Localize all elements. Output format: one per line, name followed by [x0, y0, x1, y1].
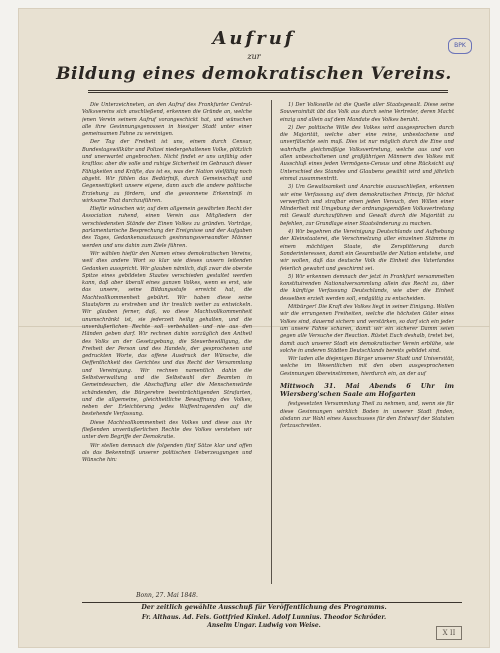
- appeal-paragraph: Mitbürger! Die Kraft des Volkes liegt in seiner Einigung. Wollen wir die errungenen Freiheiten, welche die höchsten Güter eines Volkes sind, dauernd sichern und verstärken, so darf sich ein jeder um unsere Fahne scharen, damit wir ein sicherer Damm seien gegen alle Versuche der Reaction. Rüstet Euch deshalb, tretet bei, damit auch unserer Stadt ein demokratischer Verein erblühe, wie solche in anderen Städten Deutschlands bereits gebildet sind.: [280, 304, 454, 354]
- principle-3: 3) Um Gewaltsamkeit und Anarchie auszuschließen, erkennen wir eine Verfassung auf dem demokratischen Princip, für höchst verwerflich und strafbar einen jeden Versuch, den Willen einer Minderheit mit Umgebung der ordnungsgemäßen Volksvertretung mit Gewalt durchzuführen und Gewalt durch die Majorität zu befehlen, zur Grundlage einer Staatsänderung zu machen.: [280, 184, 454, 227]
- left-paragraph: Diese Machtvollkommenheit des Volkes und diese aus ihr fließenden unveräußerlichen Rechte des Volkes verstehen wir unter dem Begriffe der Demokratie.: [82, 419, 252, 441]
- footer-rule: [82, 602, 462, 603]
- left-paragraph: Hiefür wünschen wir, auf dem allgemein gewährten Recht der Association ruhend, einen Verein aus Mitgliedern der verschiedensten Stände der Einen Volkes zu gründen. Vorträge, parlamentarische Besprechung der Ereignisse und der Aufgaben des Tages, Gedankenaustausch gesinnungsverwandter Männer werden und uns dahin zum Ziele führen.: [82, 206, 252, 249]
- page-title: Bildung eines demokratischen Vereins.: [56, 64, 452, 84]
- principle-2: 2) Der politische Wille des Volkes wird ausgesprochen durch die Majorität, welche aber eine reine, unbestochene und unverfälschte sein muß. Dies ist nur möglich durch die Eine und wahrhafte gleichmäßige Volksvertretung, welche aus und von allen unbescholtenen und großjährigen Männern des Volkes mit Ausschluß eines jeden Vermögens-Census und ohne Rücksicht auf Unterschied des Standes und Glaubens gewählt wird und jährlich einmal zusammentritt.: [280, 124, 454, 182]
- place-date: Bonn, 27. Mai 1848.: [136, 592, 198, 599]
- left-paragraph: Der Tag der Freiheit ist uns, einem durch Censur, Bundestagswillkühr und Polizei niedergehaltenen Volke, plötzlich und unerwartet angebrochen. Nicht findet er uns unfähig oder kraftlos: aber die volle und ruhige Sicherheit im Gebrauch dieser Fähigkeiten und Kräfte, das ist es, was der Nation vielfältig noch abgeht. Wir fühlen das Bedürfniß, durch Gemeinschaft und Gegenseitigkeit unsere eigene, dann auch die andere politische Erziehung zu fördern, und die gewonnene Erkenntniß in wirksame That durchzuführen.: [82, 139, 252, 204]
- poster-sheet: [18, 8, 490, 648]
- closing-paragraph: festgesetzten Versammlung Theil zu nehmen, und, wenn sie für diese Gesinnungen wirklich Boden in unserer Stadt finden, alsdann zur Wahl eines Ausschusses für den Entwurf der Statuten fortzuschreiten.: [280, 401, 454, 430]
- left-paragraph: Wir wählen hiefür den Namen eines demokratischen Vereins, weil dies andere Wort so klar wie dieses unsern leitenden Gedanken ausspricht. Wir glauben nämlich, daß zwar die oberste Spitze eines gebildeten Staates verschieden gestaltet werden kann, daß aber überall eines ganzen Volkes, wenn es erst, wie das unsere, seine Bildungsstufe erreicht hat, die Machtvollkommenheit gebührt. Wir haben diese seine Staatsform zu erstreben und ihr treulich weiter zu entwickeln. Wir glauben ferner, daß, wo diese Machtvollkommenheit unumschränkt ist, sie jederzeit heilig gehalten, und die unveräußerlichen Rechte soll verbehalten und nie aus den Händen geben darf. Wir rechnen dahin vorzüglich den Antheil des Volks an der Gesetzgebung, die Steuerbewilligung, die Freiheit der Person und des Handels, der gesprochenen und gedruckten Worte, das offene Ausdruck der Wünsche, die Oeffentlichkeit des Gerichtes und das Recht der Versammlung und Vereinigung. Wir rechnen namentlich dahin die Selbstverwaltung und die Selbstwahl der Beamten in Gemeindesachen, die Abschaffung aller die Menschenwürde schändenden, die Bürgerehre beeinträchtigenden Strafarten, und die allgemeine, gleichheitliche Bewaffnung des Volkes, neben der Erleichterung jedes Waffentragenden auf die bestehende Verfassung.: [82, 250, 252, 418]
- shelfmark-label: X II: [436, 626, 462, 640]
- title-rule: [88, 90, 448, 91]
- principle-1: 1) Der Volkswille ist die Quelle aller Staatsgewalt. Diese seine Souverainität übt das Volk aus durch seine Vertreter, deren Macht einzig und allein auf dem Mandate des Volkes beruht.: [280, 102, 454, 123]
- signatories-line-2: Anselm Ungar. Ludwig von Weise.: [207, 622, 321, 629]
- meeting-notice: Mittwoch 31. Mai Abends 6 Uhr im Wiersberg'schen Saale am Hofgarten: [280, 381, 454, 399]
- right-column: [280, 102, 454, 576]
- library-stamp: BPK: [448, 38, 472, 54]
- signatories: [58, 614, 470, 630]
- principle-5: 5) Wir erkennen demnach der jetzt in Frankfurt versammelten konstituirenden Nationalversammlung allein das Recht zu, über die künftige Verfassung Deutschlands, wie aber die Einheit desselben erzielt werden soll, endgültig zu entscheiden.: [280, 273, 454, 302]
- column-divider: [271, 100, 272, 584]
- title-preposition: zur: [247, 52, 261, 61]
- title-rule-double: [88, 92, 448, 93]
- left-paragraph: Die Unterzeichneten, an den Aufruf des Frankfurter Central-Volksvereins sich anschließend, erkennen die Gründe an, welche jenen Verein seinem Aufruf vorangeschickt hat, und wünschen alle ihre Gesinnungsgenossen in hiesiger Stadt unter einer gemeinsamen Fahne zu vereinigen.: [82, 102, 252, 138]
- committee-line: Der zeitlich gewählte Ausschuß für Veröffentlichung des Programms.: [141, 604, 387, 611]
- invitation-paragraph: Wir laden alle diejenigen Bürger unserer Stadt und Universität, welche im Wesentlichen mit den oben ausgesprochenen Gesinnungen übereinstimmen, hierdurch ein, an der auf: [280, 356, 454, 377]
- left-paragraph: Wir stellen demnach die folgenden fünf Sätze klar und offen als das Bekenntniß unserer politischen Ueberzeugungen und Wünsche hin:: [82, 442, 252, 464]
- principle-4: 4) Wir begehren die Vereinigung Deutschlands und Aufhebung der Kleinstaaterei, die Verschmelzung aller einzelnen Stämme in einem mächtigen Staate, die Zersplitterung durch Sonderinteressen, damit ein Gesamtwille der Nation entstehe, und wir wollen, daß das deutsche Volk die Einheit des Vaterlandes feierlich gewahrt und geschirmt sei.: [280, 229, 454, 272]
- title-aufruf: Aufruf: [212, 28, 296, 49]
- signatories-line-1: Fr. Althaus. Ad. Fels. Gottfried Kinkel. Adolf Lunnius. Theodor Schröder.: [141, 614, 387, 621]
- left-column: [82, 102, 252, 590]
